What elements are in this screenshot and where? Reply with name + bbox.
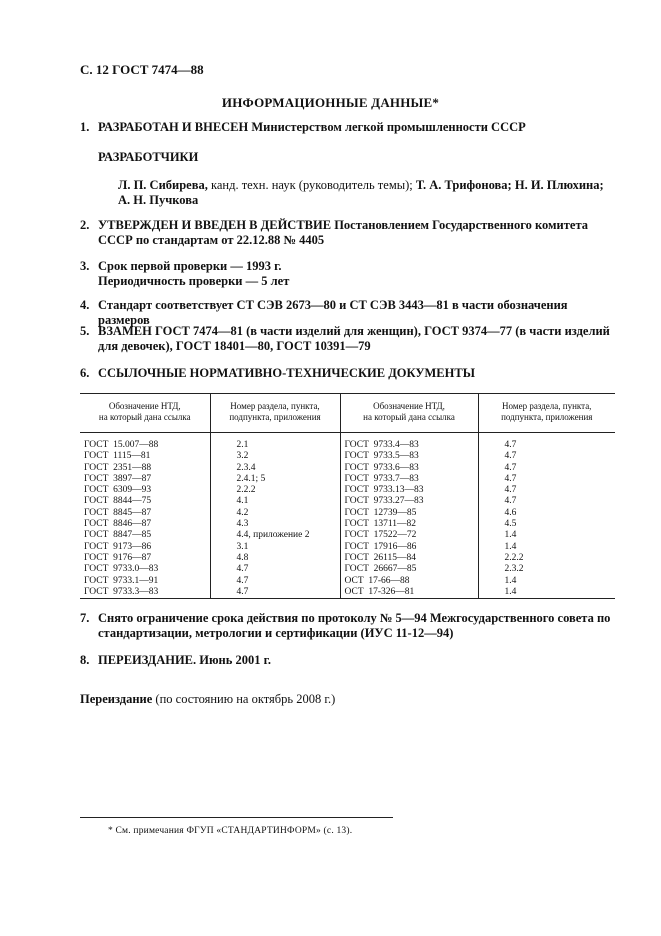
section-number-cell: 4.6: [478, 508, 615, 519]
section-number-cell: 1.4: [478, 576, 615, 587]
item-number: 6.: [80, 366, 90, 380]
page-header: С. 12 ГОСТ 7474—88: [80, 62, 204, 77]
section-number-cell: 4.1: [210, 496, 340, 507]
table-row: [80, 451, 615, 462]
ntd-designation-cell: ГОСТ 9733.1—91: [84, 575, 159, 586]
table-row: [80, 433, 615, 452]
ntd-designation-cell: ГОСТ 26115—84: [340, 553, 478, 564]
ntd-designation-cell: ГОСТ 9733.27—83: [340, 496, 478, 507]
table-row: [80, 474, 615, 485]
ntd-designation-cell: ГОСТ 9733.4—83: [340, 433, 478, 452]
ntd-designation-cell: ГОСТ 9733.6—83: [340, 463, 478, 474]
item-lead: Снято ограничение срока действия: [98, 611, 299, 625]
document-title: ИНФОРМАЦИОННЫЕ ДАННЫЕ*: [221, 95, 440, 110]
table-row: [80, 463, 615, 474]
column-header: Обозначение НТД, на который дана ссылка: [80, 394, 210, 433]
table-row: [80, 587, 615, 599]
ntd-designation-cell: ОСТ 17-326—81: [340, 587, 478, 599]
item-number: 8.: [80, 653, 90, 667]
item-number: 5.: [80, 324, 90, 338]
table-row: [80, 496, 615, 507]
ntd-designation-cell: ОСТ 17-66—88: [340, 576, 478, 587]
item-number: 2.: [80, 218, 90, 232]
ntd-designation-cell: ГОСТ 3897—87: [84, 473, 152, 484]
section-number-cell: 1.4: [478, 587, 615, 599]
column-header: Обозначение НТД, на который дана ссылка: [340, 394, 478, 433]
table-row: [80, 530, 615, 541]
ntd-designation-cell: ГОСТ 26667—85: [340, 564, 478, 575]
section-number-cell: 4.7: [478, 433, 615, 452]
ntd-designation-cell: ГОСТ 17916—86: [340, 542, 478, 553]
item-8: [80, 653, 615, 668]
item-lead: ВЗАМЕН: [98, 324, 152, 338]
section-number-cell: 4.5: [478, 519, 615, 530]
ntd-designation-cell: ГОСТ 13711—82: [340, 519, 478, 530]
item-1: [80, 120, 615, 135]
table-row: [80, 576, 615, 587]
item-text: Постановлением Государственного комитета СССР по стандартам от 22.12.88 № 4405: [98, 218, 588, 247]
section-number-cell: 4.3: [210, 519, 340, 530]
ntd-designation-cell: ГОСТ 9733.7—83: [340, 474, 478, 485]
section-number-cell: 4.7: [478, 474, 615, 485]
table-header-row: [80, 394, 615, 433]
table-row: [80, 553, 615, 564]
section-number-cell: 3.1: [210, 542, 340, 553]
references-table: [80, 393, 615, 599]
section-number-cell: 1.4: [478, 542, 615, 553]
item-6: [80, 366, 615, 381]
item-text: ПЕРЕИЗДАНИЕ. Июнь 2001 г.: [98, 653, 271, 667]
developer-1-role: канд. техн. наук (руководитель темы);: [207, 178, 416, 192]
footnote-divider: [80, 817, 393, 818]
item-number: 7.: [80, 611, 90, 625]
table-row: [80, 508, 615, 519]
ntd-designation-cell: ГОСТ 2351—88: [84, 462, 152, 473]
section-number-cell: 2.3.2: [478, 564, 615, 575]
section-number-cell: 4.8: [210, 553, 340, 564]
reprint-text: (по состоянию на октябрь 2008 г.): [152, 692, 336, 706]
item-2: [80, 218, 615, 248]
footnote: * См. примечания ФГУП «СТАНДАРТИНФОРМ» (с. 13).: [108, 826, 353, 836]
column-header: Номер раздела, пункта, подпункта, приложения: [478, 394, 615, 433]
ntd-designation-cell: ГОСТ 8847—85: [84, 530, 152, 541]
ntd-designation-cell: ГОСТ 1115—81: [84, 451, 151, 462]
section-number-cell: 4.7: [210, 564, 340, 575]
section-number-cell: 4.7: [478, 463, 615, 474]
table-row: [80, 485, 615, 496]
ntd-designation-cell: ГОСТ 8844—75: [84, 496, 152, 507]
ntd-designation-cell: ГОСТ 9733.3—83: [84, 586, 159, 597]
table-row: [80, 542, 615, 553]
section-number-cell: 2.3.4: [210, 463, 340, 474]
item-text: Министерством легкой промышленности СССР: [248, 120, 526, 134]
item-lead: УТВЕРЖДЕН И ВВЕДЕН В ДЕЙСТВИЕ: [98, 218, 332, 232]
section-number-cell: 4.2: [210, 508, 340, 519]
ntd-designation-cell: ГОСТ 17522—72: [340, 530, 478, 541]
section-number-cell: 2.2.2: [478, 553, 615, 564]
column-header: Номер раздела, пункта, подпункта, приложения: [210, 394, 340, 433]
section-number-cell: 2.4.1; 5: [210, 474, 340, 485]
ntd-designation-cell: ГОСТ 15.007—88: [84, 440, 159, 450]
item-text: ССЫЛОЧНЫЕ НОРМАТИВНО-ТЕХНИЧЕСКИЕ ДОКУМЕНТЫ: [98, 366, 475, 380]
ntd-designation-cell: ГОСТ 9733.5—83: [340, 451, 478, 462]
reprint-label: Переиздание: [80, 692, 153, 706]
item-number: 3.: [80, 259, 90, 273]
item-text: Стандарт соответствует СТ СЭВ 2673—80 и СТ СЭВ 3443—81 в части обозначения размеров: [98, 298, 568, 327]
section-number-cell: 2.1: [210, 433, 340, 452]
reprint-note: [80, 692, 335, 707]
section-number-cell: 4.4, приложение 2: [210, 530, 340, 541]
developers-heading: РАЗРАБОТЧИКИ: [98, 150, 199, 164]
table-row: [80, 519, 615, 530]
ntd-designation-cell: ГОСТ 9733.0—83: [84, 564, 159, 575]
ntd-designation-cell: ГОСТ 8846—87: [84, 519, 152, 530]
ntd-designation-cell: ГОСТ 9733.13—83: [340, 485, 478, 496]
item-lead: РАЗРАБОТАН И ВНЕСЕН: [98, 120, 249, 134]
item-line: Периодичность проверки — 5 лет: [98, 274, 290, 288]
section-number-cell: 4.7: [478, 496, 615, 507]
item-7: [80, 611, 615, 641]
developer-3-name: Н. И. Плюхина; А. Н. Пучкова: [118, 178, 604, 207]
ntd-designation-cell: ГОСТ 9173—86: [84, 541, 152, 552]
section-number-cell: 3.2: [210, 451, 340, 462]
developers-list: [118, 178, 618, 208]
item-5: [80, 324, 615, 354]
ntd-designation-cell: ГОСТ 8845—87: [84, 507, 152, 518]
ntd-designation-cell: ГОСТ 12739—85: [340, 508, 478, 519]
section-number-cell: 4.7: [478, 485, 615, 496]
item-line: Срок первой проверки — 1993 г.: [98, 259, 282, 273]
section-number-cell: 2.2.2: [210, 485, 340, 496]
developer-2-name: Т. А. Трифонова;: [415, 178, 515, 192]
item-text: ГОСТ 7474—81 (в части изделий для женщин), ГОСТ 9374—77 (в части изделий для девочек), ГОСТ 18401—80, ГОСТ 10391—79: [98, 324, 610, 353]
item-number: 4.: [80, 298, 90, 312]
section-number-cell: 1.4: [478, 530, 615, 541]
section-number-cell: 4.7: [210, 576, 340, 587]
developer-1-name: Л. П. Сибирева,: [118, 178, 208, 192]
ntd-designation-cell: ГОСТ 6309—93: [84, 485, 152, 496]
ntd-designation-cell: ГОСТ 9176—87: [84, 552, 152, 563]
item-3: [80, 259, 615, 289]
table-row: [80, 564, 615, 575]
section-number-cell: 4.7: [210, 587, 340, 599]
item-text: по протоколу № 5—94 Межгосударственного совета по стандартизации, метрологии и сертификации (ИУС 11-12—94): [98, 611, 611, 640]
item-number: 1.: [80, 120, 90, 134]
section-number-cell: 4.7: [478, 451, 615, 462]
